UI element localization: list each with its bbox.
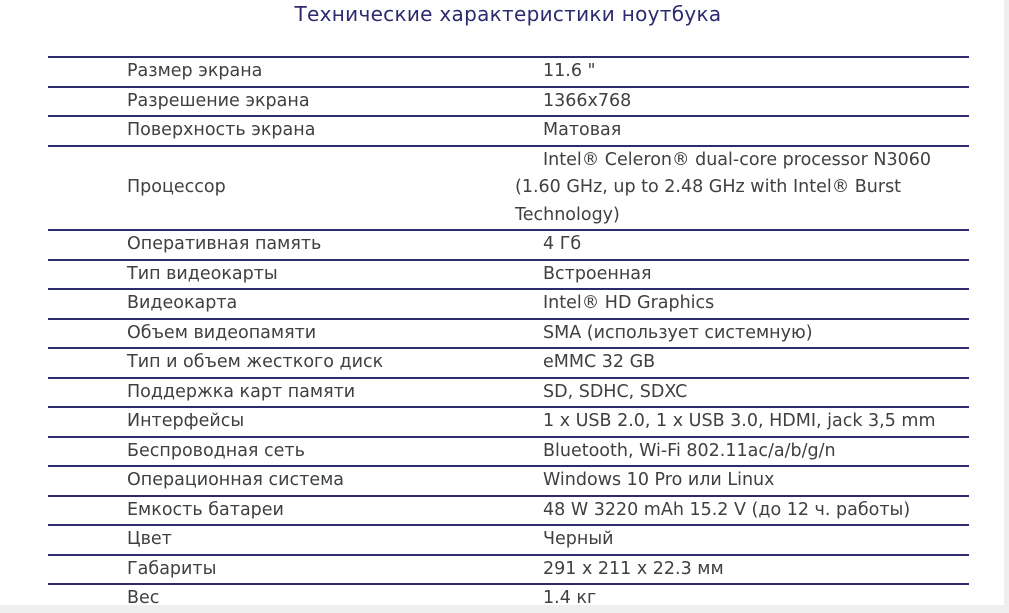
spec-value: Intel® HD Graphics [543,293,715,313]
spec-value: Черный [543,529,614,549]
spec-row-os [48,465,969,495]
spec-row-wireless [48,436,969,466]
spec-value: 1 x USB 2.0, 1 x USB 3.0, HDMI, jack 3,5 mm [543,411,936,431]
spec-value: 1.4 кг [543,588,597,608]
spec-value: SMA (использует системную) [543,322,813,343]
spec-row-interfaces [48,406,969,436]
spec-label: Процессор [127,177,226,197]
spec-row-weight [48,583,969,613]
spec-label: Габариты [127,558,217,579]
spec-label: Оперативная память [127,234,322,254]
spec-value: SD, SDHC, SDXC [543,381,688,402]
spec-value: 4 Гб [543,234,582,254]
spec-value: Intel® Celeron® dual-core processor N3060 (1.60 GHz, up to 2.48 GHz with Intel® Burst Technology) [515,149,931,225]
spec-label: Объем видеопамяти [127,322,317,343]
spec-label: Вес [127,588,160,608]
spec-value: eMMC 32 GB [543,352,656,372]
spec-value: 11.6 " [543,61,596,81]
spec-row-processor [48,145,969,230]
spec-label: Видеокарта [127,293,238,313]
spec-label: Беспроводная сеть [127,440,305,461]
spec-value: 291 x 211 x 22.3 мм [543,558,724,579]
page-title: Технические характеристики ноутбука [294,2,722,26]
spec-row-dimensions [48,554,969,584]
spec-row-ram [48,229,969,259]
spec-label: Интерфейсы [127,411,245,431]
spec-label: Размер экрана [127,61,263,81]
spec-value: Встроенная [543,263,652,284]
spec-row-card-reader [48,377,969,407]
spec-label: Разрешение экрана [127,90,310,111]
spec-row-gpu-type [48,259,969,289]
spec-row-screen-size [48,56,969,86]
spec-label: Поверхность экрана [127,120,316,140]
spec-value: Windows 10 Pro или Linux [543,470,775,490]
spec-value: 48 W 3220 mAh 15.2 V (до 12 ч. работы) [543,499,911,520]
spec-row-gpu [48,288,969,318]
spec-value: Bluetooth, Wi-Fi 802.11ac/a/b/g/n [543,440,836,461]
spec-row-video-memory [48,318,969,348]
spec-value: Матовая [543,120,622,140]
spec-row-resolution [48,86,969,116]
spec-row-storage [48,347,969,377]
spec-label: Тип видеокарты [127,263,278,284]
spec-label: Емкость батареи [127,499,284,520]
spec-table [48,56,969,613]
spec-row-screen-surface [48,115,969,145]
spec-value: 1366x768 [543,90,632,111]
spec-row-battery [48,495,969,525]
spec-label: Цвет [127,529,172,549]
spec-label: Тип и объем жесткого диск [127,352,384,372]
spec-row-color [48,524,969,554]
spec-label: Операционная система [127,470,345,490]
spec-label: Поддержка карт памяти [127,381,356,402]
